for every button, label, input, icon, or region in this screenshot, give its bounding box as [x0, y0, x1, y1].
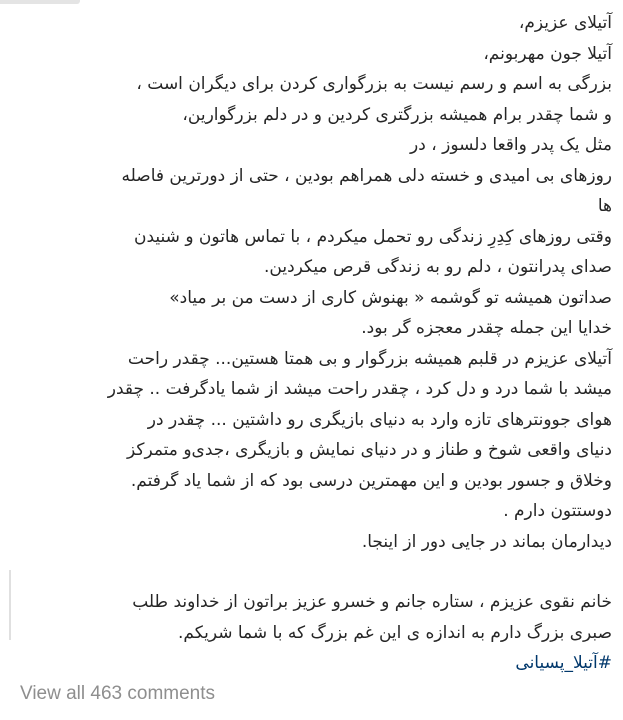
cropped-header-remnant [0, 0, 80, 4]
caption-line: صبری بزرگ دارم به اندازه ی این غم بزرگ که با شما شریکم. [178, 622, 612, 643]
caption-line: روزهای بی امیدی و خسته دلی همراهم بودین ، حتی از دورترین فاصله [121, 165, 612, 186]
caption-line: دوستتون دارم . [503, 501, 612, 521]
caption-line: ها [597, 196, 612, 216]
post-caption [14, 8, 612, 679]
caption-line: آتیلا جون مهربونم، [483, 43, 612, 64]
caption-line: وخلاق و جسور بودین و این مهمترین درسی بود که از شما یاد گرفتم. [130, 470, 612, 491]
caption-line: میشد با شما درد و دل کرد ، چقدر راحت میشد از شما یادگرفت .. چقدر [107, 379, 612, 399]
caption-line: صداتون همیشه تو گوشمه « بهنوش کاری از دست من بر میاد» [169, 287, 612, 308]
hashtag-line [14, 648, 612, 679]
caption-line: آتیلای عزیزم، [518, 13, 612, 33]
caption-line: خدایا این جمله چقدر معجزه گر بود. [361, 318, 612, 338]
caption-line: صدای پدرانتون ، دلم رو به زندگی قرص میکردین. [264, 257, 612, 277]
caption-line: بزرگی به اسم و رسم نیست به بزرگواری کردن برای دیگران است ، [136, 74, 612, 94]
caption-line: وقتی روزهای کِدِرِ زندگی رو تحمل میکردم ، با تماس هاتون و شنیدن [134, 226, 612, 247]
caption-line: مثل یک پدر واقعا دلسوز ، در [410, 135, 612, 155]
hashtag-link[interactable]: #آتیلا_پسیانی [515, 653, 612, 673]
paragraph-gap [14, 557, 612, 587]
caption-line: دیدارمان بماند در جایی دور از اینجا. [361, 531, 612, 552]
scroll-edge-divider [9, 570, 11, 640]
caption-line: هوای جوونترهای تازه وارد به دنیای بازیگری رو داشتین ... چقدر در [147, 409, 612, 430]
previous-content-edge [0, 0, 623, 6]
caption-line: آتیلای عزیزم در قلبم همیشه بزرگوار و بی همتا هستین... چقدر راحت [127, 348, 612, 369]
caption-line: خانم نقوی عزیزم ، ستاره جانم و خسرو عزیز براتون از خداوند طلب [132, 592, 612, 612]
view-all-comments-link[interactable]: View all 463 comments [20, 683, 216, 704]
caption-line: و شما چقدر برام همیشه بزرگتری کردین و در دلم بزرگوارین، [182, 104, 612, 125]
caption-line: دنیای واقعی شوخ و طناز و در دنیای نمایش و بازیگری ،جدی‌و متمرکز [127, 440, 612, 460]
